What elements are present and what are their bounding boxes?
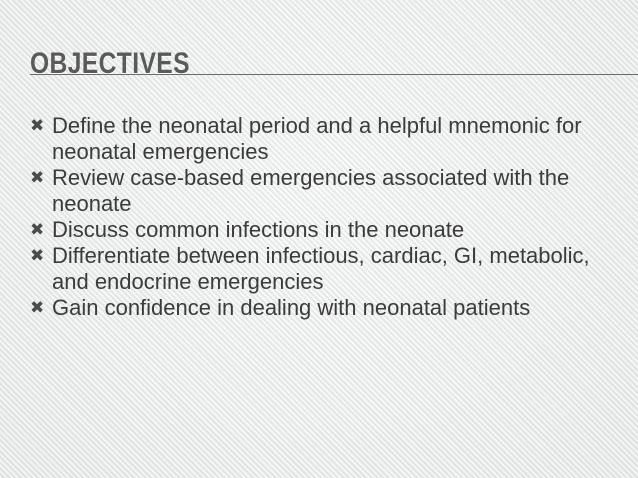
list-item	[30, 217, 630, 243]
close-x-icon: ✖	[30, 116, 45, 135]
close-x-icon: ✖	[30, 298, 45, 317]
list-item	[30, 295, 630, 321]
title-underline	[30, 74, 638, 75]
bullet-text: Discuss common infections in the neonate	[52, 217, 465, 242]
close-x-icon: ✖	[30, 168, 45, 187]
list-item	[30, 243, 630, 295]
close-x-icon: ✖	[30, 220, 45, 239]
bullet-text: Define the neonatal period and a helpful mnemonic for neonatal emergencies	[52, 113, 582, 164]
bullet-text: Differentiate between infectious, cardiac, GI, metabolic, and endocrine emergencies	[52, 243, 590, 294]
bullet-text: Review case-based emergencies associated with the neonate	[52, 165, 570, 216]
close-x-icon: ✖	[30, 246, 45, 265]
objectives-list	[30, 113, 630, 321]
list-item	[30, 165, 630, 217]
list-item	[30, 113, 630, 165]
slide-title: OBJECTIVES	[30, 47, 190, 80]
bullet-text: Gain confidence in dealing with neonatal patients	[52, 295, 531, 320]
